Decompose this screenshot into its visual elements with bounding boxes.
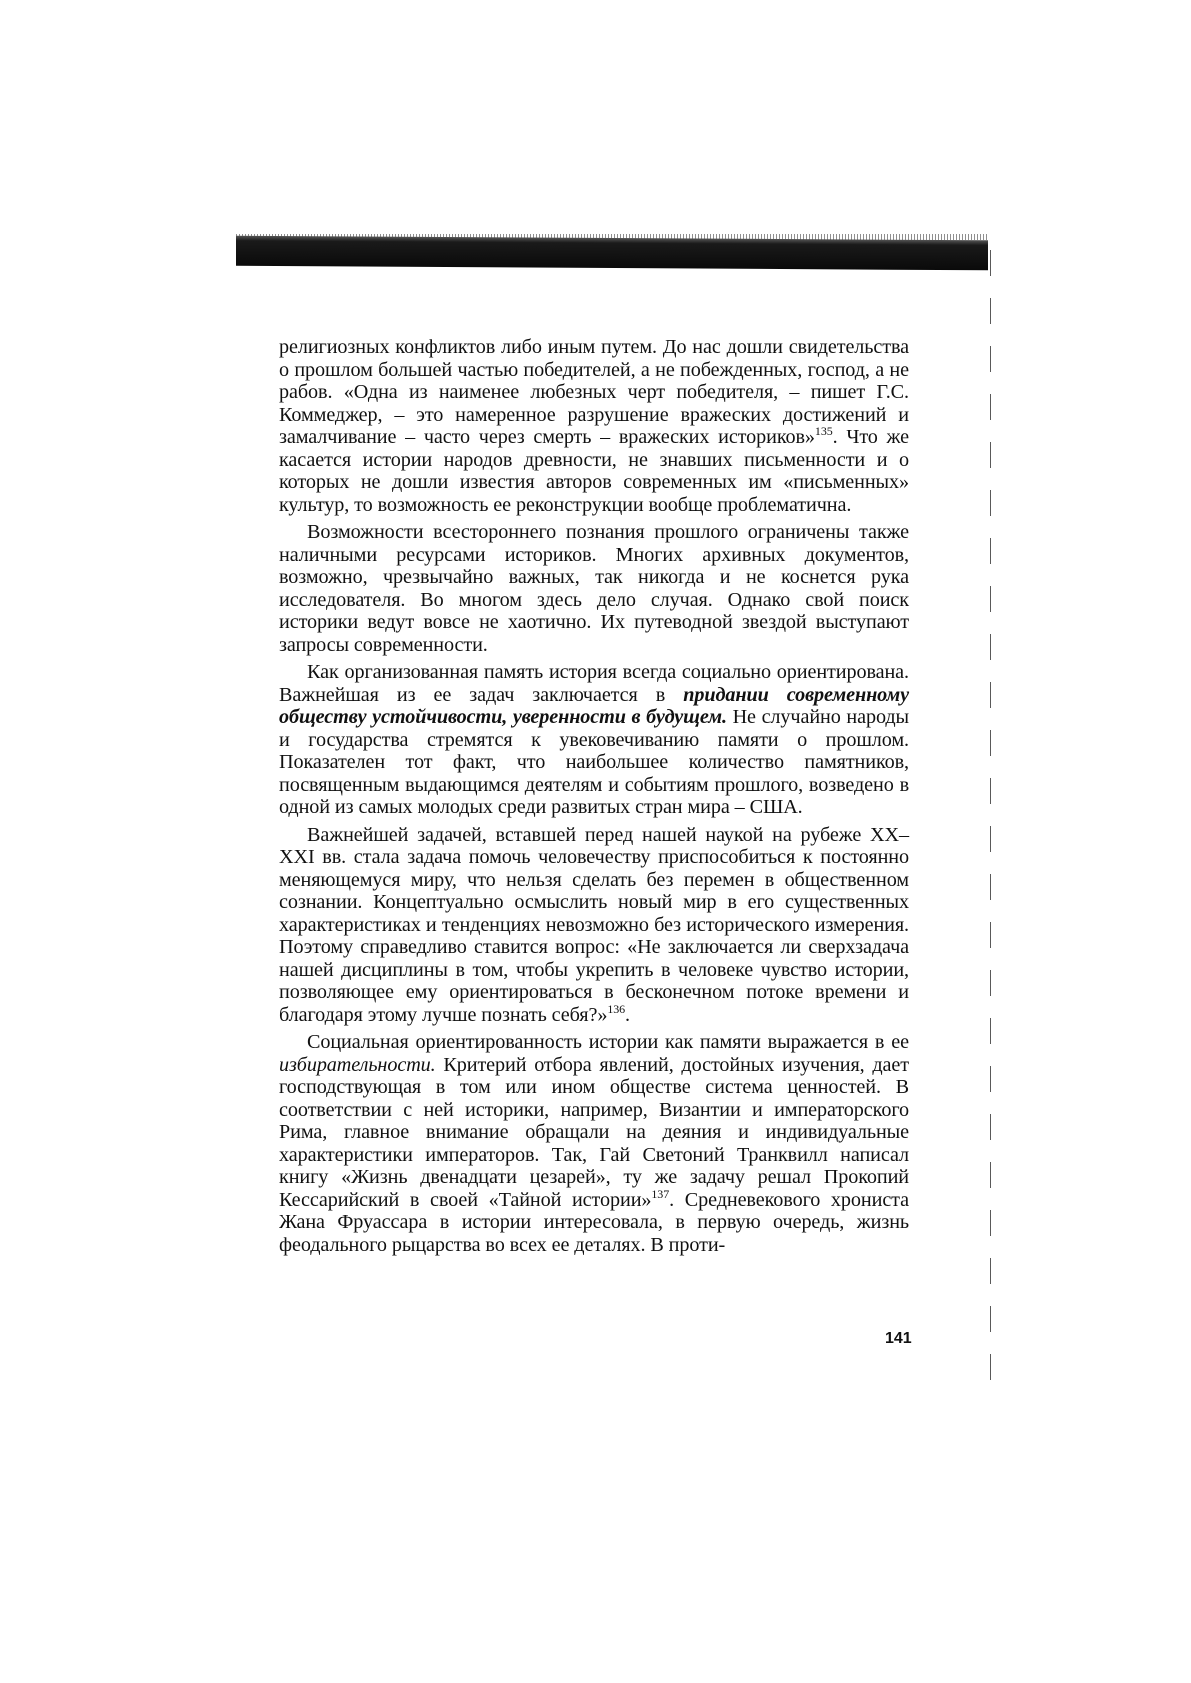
- footnote-ref: 136: [607, 1001, 626, 1016]
- paragraph: [279, 336, 909, 516]
- text-run: Как организованная память история всегда социально ориентирована. Важнейшая из ее задач заключается в: [279, 661, 909, 706]
- text-run: Социальная ориентированность истории как памяти выражается в ее: [307, 1031, 909, 1053]
- text-run: . Что же касается истории народов древности, не знавших письменности и о которых не дошли известия авторов современных им «письменных» культур, то возможность ее реконструкции вообще проблематична.: [279, 426, 909, 516]
- text-run: Важнейшей задачей, вставшей перед нашей наукой на рубеже XX–XXI вв. стала задача помочь человечеству приспособиться к постоянно меняющемуся миру, что нельзя сделать без перемен в общественном сознании. Концептуально осмыслить новый мир в его существенных характеристиках и тенденциях невозможно без исторического измерения. Поэтому справедливо ставится вопрос: «Не заключается ли сверхзадача нашей дисциплины в том, чтобы укрепить в человеке чувство истории, позволяющее ему ориентироваться в бесконечном потоке времени и благодаря этому лучше познать себя?»: [279, 823, 909, 1026]
- emphasis-text: придании современному обществу устойчивости, уверенности в будущем.: [279, 683, 909, 728]
- text-run: .: [625, 1003, 630, 1026]
- header-rule: [236, 236, 988, 271]
- text-run: Критерий отбора явлений, достойных изучения, дает господствующая в том или ином обществе система ценностей. В соответствии с ней историки, например, Византии и императорского Рима, главное внимание обращали на деяния и индивидуальные характеристики императоров. Так, Гай Светоний Транквилл написал книгу «Жизнь двенадцати цезарей», ту же задачу решал Прокопий Кессарийский в своей «Тайной истории»: [279, 1053, 909, 1211]
- text-run: . Средневекового хрониста Жана Фруассара в истории интересовала, в первую очередь, жизнь феодального рыцарства во всех ее деталях. В проти-: [279, 1188, 910, 1256]
- text-run: Возможности всестороннего познания прошлого ограничены также наличными ресурсами историков. Многих архивных документов, возможно, чрезвычайно важных, так никогда и не коснется рука исследователя. Во многом здесь дело случая. Однако свой поиск историки ведут вовсе не хаотично. Их путеводной звездой выступают запросы современности.: [279, 521, 909, 656]
- paragraph: [279, 521, 909, 656]
- paragraph: [279, 824, 909, 1027]
- footnote-ref: 135: [814, 424, 833, 438]
- paragraph: [279, 661, 909, 819]
- emphasis-text: избирательности.: [279, 1053, 436, 1076]
- footnote-ref: 137: [651, 1186, 670, 1201]
- page-edge-shadow: [990, 250, 991, 1390]
- body-text: [279, 336, 909, 1261]
- paragraph: [279, 1031, 909, 1256]
- page-number: 141: [885, 1330, 912, 1347]
- text-run: Не случайно народы и государства стремятся к увековечиванию памяти о прошлом. Показателен тот факт, что наибольшее количество памятников, посвященным выдающимся деятелям и событиям прошлого, возведено в одной из самых молодых среди развитых стран мира – США.: [279, 706, 909, 818]
- text-run: религиозных конфликтов либо иным путем. До нас дошли свидетельства о прошлом большей частью победителей, а не побежденных, господ, а не рабов. «Одна из наименее любезных черт победителя, – пишет Г.С. Коммеджер, – это намеренное разрушение вражеских достижений и замалчивание – часто через смерть – вражеских историков»: [279, 336, 909, 448]
